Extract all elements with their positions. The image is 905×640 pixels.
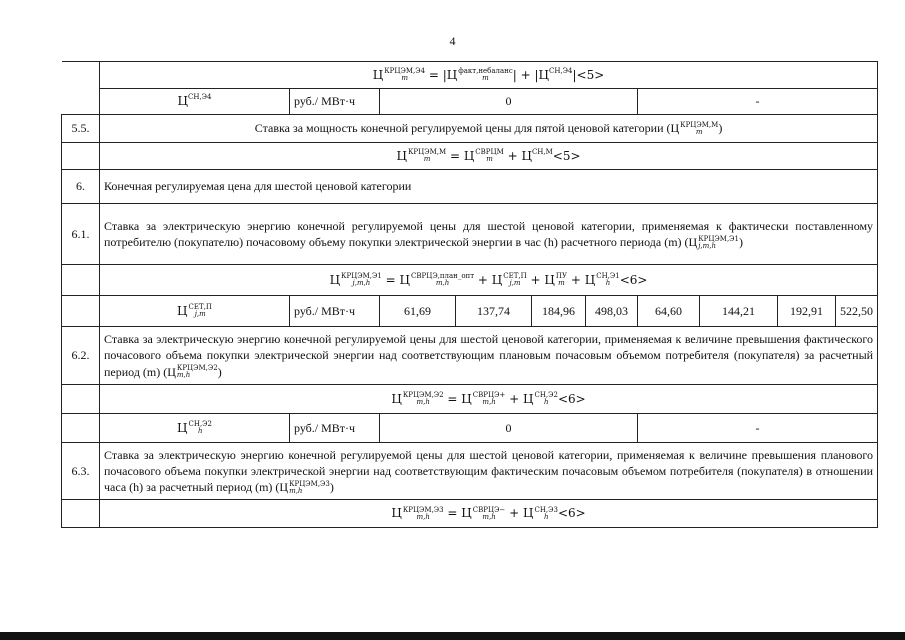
section-6-3 <box>62 443 878 500</box>
value-cell: 184,96 <box>532 296 586 327</box>
value-cell: 64,60 <box>638 296 700 327</box>
row-set-p <box>62 296 878 327</box>
section-title: Ставка за мощность конечной регулируемой цены для пятой ценовой категории (Ц КРЦЭМ,М m ) <box>100 115 878 143</box>
section-6-1 <box>62 204 878 265</box>
unit-cell: руб./ МВт·ч <box>290 296 380 327</box>
section-6-2 <box>62 327 878 385</box>
section-5-5 <box>62 115 878 143</box>
scan-bottom-edge <box>0 632 905 640</box>
value-cell: 137,74 <box>456 296 532 327</box>
value-cell: 522,50 <box>836 296 878 327</box>
section-number: 6. <box>62 170 100 204</box>
row-sn-e2 <box>62 414 878 443</box>
row-sn-e4 <box>62 89 878 115</box>
param-name: Ц СЕТ,П j,m <box>100 296 290 327</box>
section-number: 6.1. <box>62 204 100 265</box>
value-cell: 144,21 <box>700 296 778 327</box>
section-text: Ставка за электрическую энергию конечной регулируемой цены для шестой ценовой категории, применяемая к фактически поставленному потребителю (покупателю) почасовому объему покупки электрической энергии в час (h) расчетного периода (m) (Ц КРЦЭМ,Э1 j,m,h ) <box>100 204 878 265</box>
value-cell: 0 <box>380 89 638 115</box>
formula-6-2: Ц КРЦЭМ,Э2 m,h = Ц СВРЦЭ+ m,h + Ц СН,Э2 h <6> <box>100 385 878 414</box>
value-cell: 61,69 <box>380 296 456 327</box>
page-number: 4 <box>449 34 456 48</box>
value-cell: 0 <box>380 414 638 443</box>
unit-cell: руб./ МВт·ч <box>290 89 380 115</box>
formula-row-6-1 <box>62 265 878 296</box>
formula-6-3: Ц КРЦЭМ,Э3 m,h = Ц СВРЦЭ− m,h + Ц СН,Э3 h <6> <box>100 500 878 528</box>
dash-cell: - <box>638 414 878 443</box>
param-name: $Ц^{СН,Э4}$ <box>100 89 290 115</box>
formula-row-6-2 <box>62 385 878 414</box>
section-number: 6.2. <box>62 327 100 385</box>
formula-5-5: Ц КРЦЭМ,М m = Ц СВРЦМ m + $Ц^{СН,М}<5>$ <box>100 143 878 170</box>
value-cell: 192,91 <box>778 296 836 327</box>
section-title: Конечная регулируемая цена для шестой ценовой категории <box>100 170 878 204</box>
unit-cell: руб./ МВт·ч <box>290 414 380 443</box>
tariff-table <box>61 61 878 528</box>
param-name: Ц СН,Э2 h <box>100 414 290 443</box>
formula-row-e4 <box>62 62 878 89</box>
formula-6-1: Ц КРЦЭМ,Э1 j,m,h = Ц СВРЦЭ,план_опт m,h + Ц СЕТ,П j,m + Ц ПУ m + Ц СН,Э1 h <6> <box>100 265 878 296</box>
section-number: 5.5. <box>62 115 100 143</box>
section-text: Ставка за электрическую энергию конечной регулируемой цены для шестой ценовой категории, применяемая к величине превышения планового почасового объема покупки электрической энергии над соответствующим фактическим почасовым объемом потребителя (покупателя) в отношении часа (h) за расчетный период (m) (Ц КРЦЭМ,Э3 m,h ) <box>100 443 878 500</box>
formula-row-5-5 <box>62 143 878 170</box>
section-text: Ставка за электрическую энергию конечной регулируемой цены для шестой ценовой категории, применяемая к величине превышения фактического почасового объема покупки электрической энергии над соответствующим плановым почасовым объемом потребителя (покупателя) за расчетный период (m) (Ц КРЦЭМ,Э2 m,h ) <box>100 327 878 385</box>
section-number: 6.3. <box>62 443 100 500</box>
section-6 <box>62 170 878 204</box>
formula-row-6-3 <box>62 500 878 528</box>
value-cell: 498,03 <box>586 296 638 327</box>
dash-cell: - <box>638 89 878 115</box>
formula-e4: Ц КРЦЭМ,Э4 m = |Ц факт,небаланс m | + $|Ц^{СН,Э4}|<5>$ <box>100 62 878 89</box>
